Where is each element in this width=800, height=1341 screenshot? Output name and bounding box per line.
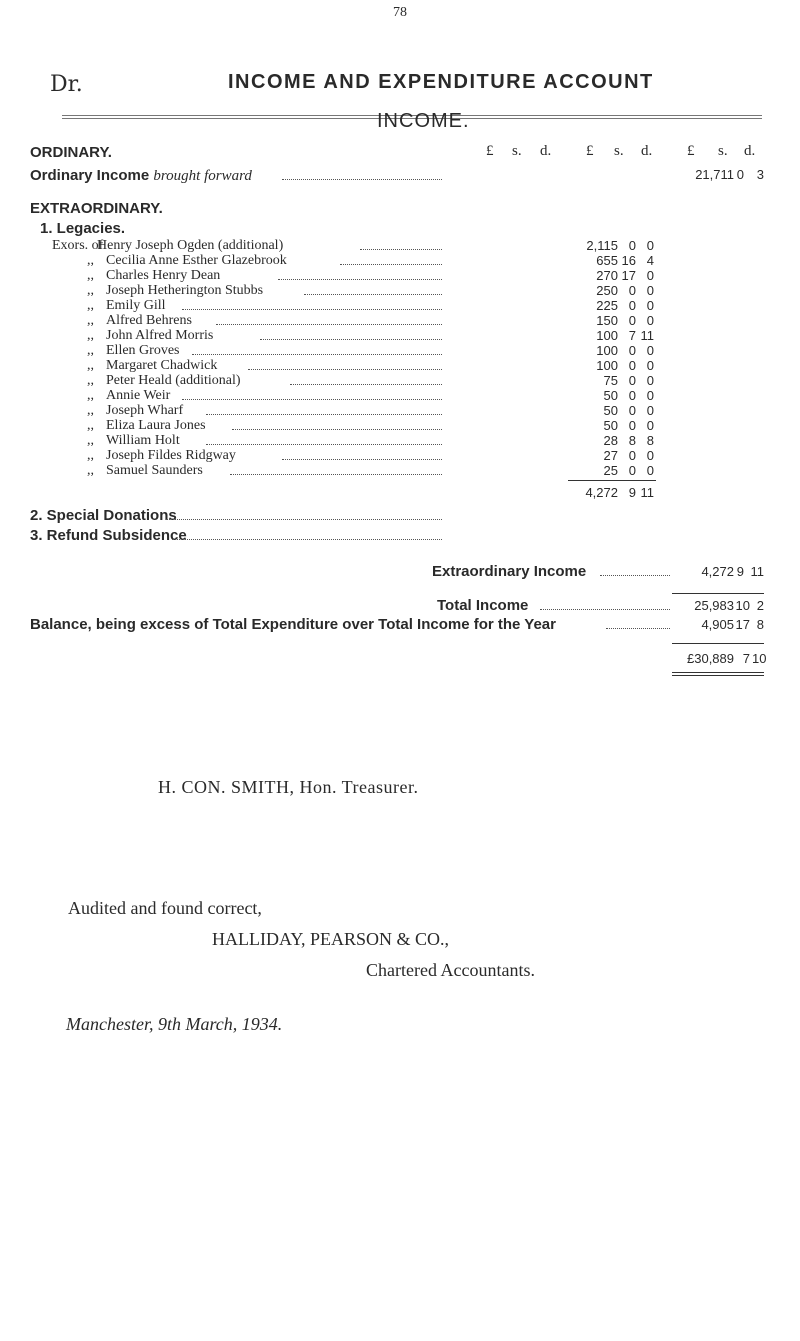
legacy-name: Joseph Fildes Ridgway [106,448,236,463]
auditor-title: Chartered Accountants. [366,960,535,980]
legacy-shillings: 0 [628,358,636,373]
extraordinary-income-pounds: 4,272 [701,564,734,579]
ordinary-pence: 3 [756,167,764,182]
legacy-pence: 0 [646,448,654,463]
extraordinary-income-shillings: 9 [736,564,744,579]
total-income-leader [540,609,670,610]
legacy-prefix: ,, [87,268,94,283]
legacy-pounds: 250 [596,283,618,298]
refund-subsidence-leader [172,539,442,540]
legacy-pounds: 2,115 [586,238,618,253]
ordinary-heading: ORDINARY. [30,144,112,161]
legacy-shillings: 0 [628,313,636,328]
legacy-pence: 0 [646,268,654,283]
balance-pence: 8 [756,617,764,632]
legacy-name: Eliza Laura Jones [106,418,206,433]
legacy-shillings: 0 [628,448,636,463]
legacy-leader [248,369,442,370]
legacy-pence: 8 [646,433,654,448]
legacies-total-shillings: 9 [628,485,636,500]
legacy-prefix: ,, [87,418,94,433]
legacy-shillings: 0 [628,238,636,253]
legacy-leader [230,474,442,475]
legacy-prefix: ,, [87,313,94,328]
treasurer-signature: H. CON. SMITH, Hon. Treasurer. [158,777,419,797]
extraordinary-heading: EXTRAORDINARY. [30,200,163,217]
legacy-pence: 11 [640,328,654,343]
legacy-pence: 0 [646,313,654,328]
legacy-leader [304,294,442,295]
legacy-prefix: Exors. of [52,238,104,253]
legacy-prefix: ,, [87,283,94,298]
col2-pound-header: £ [586,143,594,159]
legacy-name: Alfred Behrens [106,313,192,328]
debit-mark: Dr. [50,72,83,97]
legacy-prefix: ,, [87,358,94,373]
special-donations-leader [166,519,442,520]
legacy-leader [282,459,442,460]
audit-place-date: Manchester, 9th March, 1934. [66,1014,283,1034]
col1-pound-header: £ [486,143,494,159]
col2-shillings-header: s. [614,143,624,159]
legacy-pence: 0 [646,463,654,478]
legacy-name: Henry Joseph Ogden (additional) [97,238,284,253]
legacy-pence: 0 [646,373,654,388]
grand-total-pounds: £30,889 [687,651,734,666]
extraordinary-income-leader [600,575,670,576]
balance-leader [606,628,670,629]
legacy-pence: 0 [646,283,654,298]
legacy-shillings: 8 [628,433,636,448]
legacy-pounds: 100 [596,328,618,343]
grand-total-top-rule [672,643,764,644]
legacy-leader [182,309,442,310]
legacy-pence: 0 [646,298,654,313]
legacy-leader [192,354,442,355]
legacy-leader [216,324,442,325]
legacy-pence: 0 [646,238,654,253]
legacy-pence: 0 [646,403,654,418]
legacy-pounds: 75 [603,373,618,388]
legacy-name: Joseph Hetherington Stubbs [106,283,264,298]
legacy-leader [340,264,442,265]
balance-pounds: 4,905 [701,617,734,632]
legacy-name: John Alfred Morris [106,328,214,343]
legacy-shillings: 0 [628,388,636,403]
page-title: INCOME AND EXPENDITURE ACCOUNT [228,71,654,93]
legacy-leader [290,384,442,385]
legacy-leader [206,414,442,415]
legacy-shillings: 7 [628,328,636,343]
legacy-name: Cecilia Anne Esther Glazebrook [106,253,287,268]
extraordinary-income-pence: 11 [750,564,764,579]
legacy-pence: 4 [646,253,654,268]
legacy-prefix: ,, [87,433,94,448]
legacy-pounds: 28 [603,433,618,448]
legacy-name: Ellen Groves [106,343,180,358]
legacy-pounds: 50 [603,403,618,418]
legacy-pence: 0 [646,358,654,373]
audit-statement: Audited and found correct, [68,898,262,918]
legacy-name: Annie Weir [106,388,171,403]
refund-subsidence-label: 3. Refund Subsidence [30,527,187,544]
legacy-name: Margaret Chadwick [106,358,218,373]
balance-shillings: 17 [735,617,750,632]
income-heading: INCOME. [377,110,470,132]
special-donations-label: 2. Special Donations [30,507,177,524]
legacy-leader [360,249,442,250]
legacies-total-pounds: 4,272 [585,485,618,500]
legacy-name: Samuel Saunders [106,463,203,478]
col2-pence-header: d. [641,143,653,159]
ordinary-income-label: Ordinary Income brought forward [30,167,252,184]
ordinary-pounds: 21,711 [695,167,734,182]
legacy-shillings: 17 [621,268,636,283]
legacy-prefix: ,, [87,343,94,358]
total-income-sum-rule [672,593,764,594]
legacy-name: Peter Heald (additional) [106,373,241,388]
legacy-prefix: ,, [87,373,94,388]
legacy-pounds: 100 [596,358,618,373]
legacy-prefix: ,, [87,298,94,313]
legacy-shillings: 0 [628,373,636,388]
grand-total-double-rule [672,675,764,676]
legacy-pounds: 655 [596,253,618,268]
col3-shillings-header: s. [718,143,728,159]
legacy-shillings: 0 [628,343,636,358]
legacy-shillings: 0 [628,463,636,478]
grand-total-pence: 10 [752,651,767,666]
legacy-pounds: 50 [603,418,618,433]
legacies-total-pence: 11 [640,485,654,500]
legacy-name: William Holt [106,433,180,448]
legacies-sum-rule [568,480,656,481]
legacy-name: Charles Henry Dean [106,268,221,283]
legacy-prefix: ,, [87,403,94,418]
legacy-pounds: 27 [603,448,618,463]
legacy-pounds: 50 [603,388,618,403]
col1-pence-header: d. [540,143,552,159]
ordinary-shillings: 0 [736,167,744,182]
ordinary-leader [282,179,442,180]
legacy-pounds: 25 [603,463,618,478]
legacy-shillings: 0 [628,283,636,298]
legacy-pence: 0 [646,418,654,433]
legacy-leader [232,429,442,430]
legacy-prefix: ,, [87,253,94,268]
legacy-pounds: 270 [596,268,618,283]
page-number: 78 [393,5,407,20]
legacy-pence: 0 [646,388,654,403]
total-income-pounds: 25,983 [694,598,734,613]
legacy-pounds: 225 [596,298,618,313]
legacies-heading: 1. Legacies. [40,220,126,237]
total-income-pence: 2 [756,598,764,613]
legacy-leader [182,399,442,400]
legacy-shillings: 0 [628,298,636,313]
legacy-prefix: ,, [87,448,94,463]
legacy-prefix: ,, [87,388,94,403]
legacy-pounds: 150 [596,313,618,328]
legacy-shillings: 0 [628,403,636,418]
legacy-shillings: 16 [621,253,636,268]
auditor-name: HALLIDAY, PEARSON & CO., [212,929,450,949]
col3-pence-header: d. [744,143,756,159]
grand-total-shillings: 7 [742,651,750,666]
legacy-shillings: 0 [628,418,636,433]
legacy-pence: 0 [646,343,654,358]
total-income-label: Total Income [437,597,529,614]
legacy-prefix: ,, [87,328,94,343]
total-income-shillings: 10 [735,598,750,613]
legacy-name: Joseph Wharf [106,403,184,418]
legacy-name: Emily Gill [106,298,166,313]
legacy-prefix: ,, [87,463,94,478]
legacy-pounds: 100 [596,343,618,358]
legacy-leader [260,339,442,340]
extraordinary-income-label: Extraordinary Income [432,563,587,580]
col1-shillings-header: s. [512,143,522,159]
legacy-leader [206,444,442,445]
legacy-leader [278,279,442,280]
grand-total-bottom-rule [672,672,764,673]
balance-label: Balance, being excess of Total Expenditure over Total Income for the Year [30,616,556,633]
col3-pound-header: £ [687,143,695,159]
